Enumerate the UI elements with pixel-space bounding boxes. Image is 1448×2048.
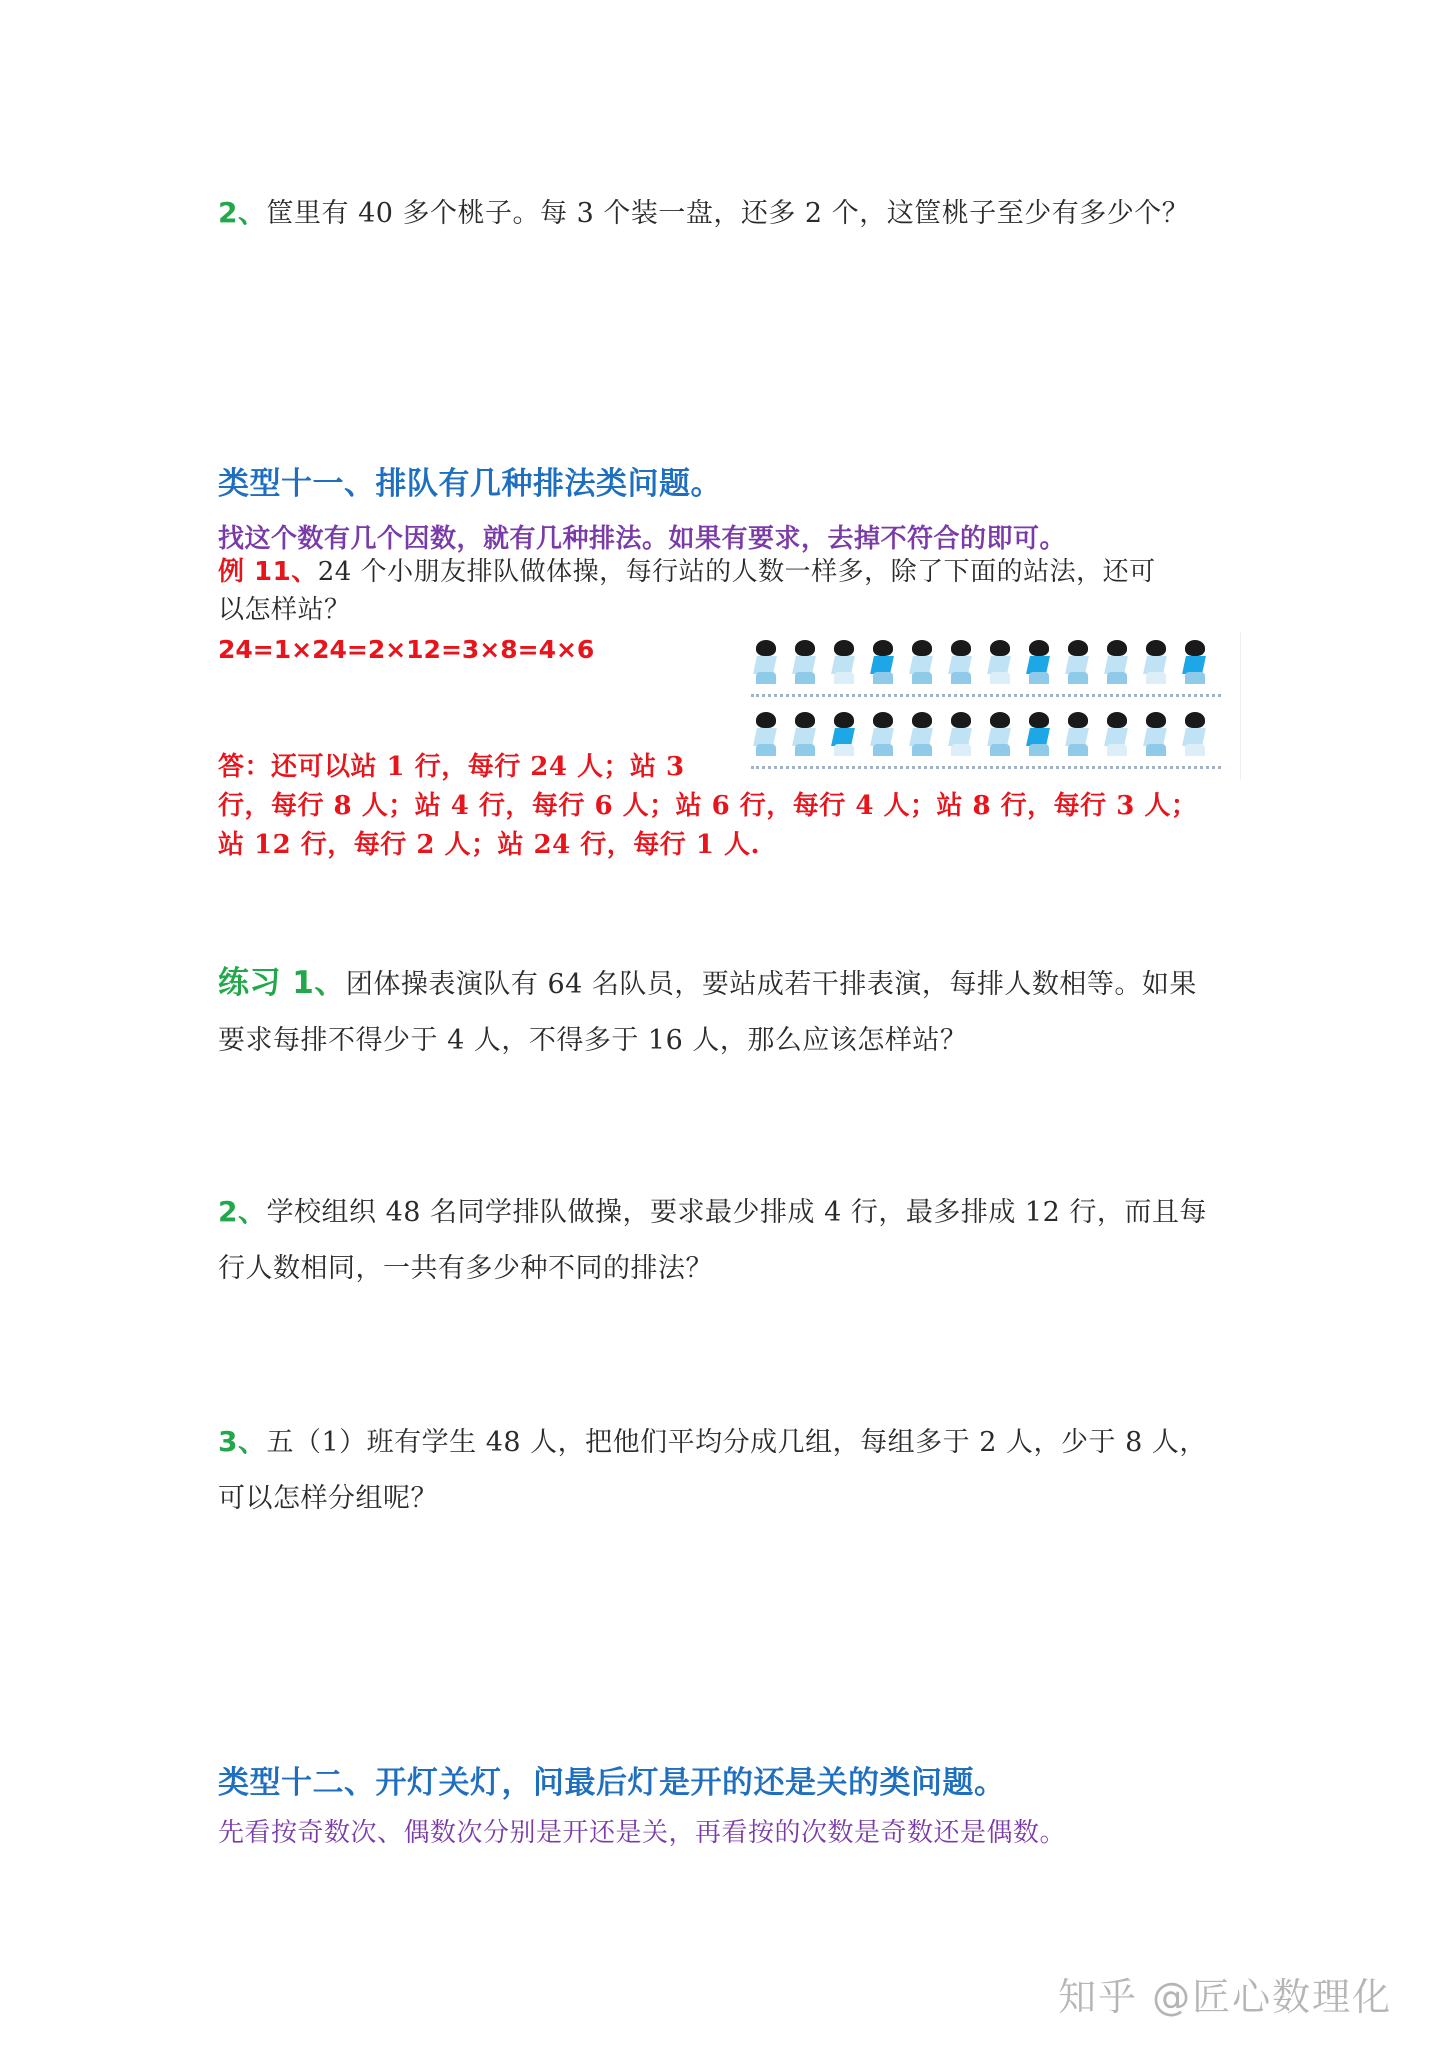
practice-2 (218, 1184, 1207, 1297)
practice-label: 2、 (218, 1195, 267, 1228)
practice-3 (218, 1414, 1207, 1527)
example-text-line1: 24 个小朋友排队做体操，每行站的人数一样多，除了下面的站法，还可 (317, 557, 1156, 587)
practice-line1: 五（1）班有学生 48 人，把他们平均分成几组，每组多于 2 人，少于 8 人， (266, 1427, 1207, 1458)
example-text-line2: 以怎样站？ (218, 595, 351, 625)
practice-line2: 要求每排不得少于 4 人，不得多于 16 人，那么应该怎样站？ (218, 1025, 968, 1056)
answer-line1: 答：还可以站 1 行，每行 24 人；站 3 (218, 752, 685, 782)
practice-line2: 可以怎样分组呢？ (218, 1483, 438, 1514)
practice-line1: 团体操表演队有 64 名队员，要站成若干排表演，每排人数相等。如果 (345, 969, 1197, 1000)
example-11 (218, 553, 1156, 629)
section-12-heading: 类型十二、开灯关灯，问最后灯是开的还是关的类问题。 (218, 1765, 1006, 1801)
problem-text: 筐里有 40 多个桃子。每 3 个装一盘，还多 2 个，这筐桃子至少有多少个？ (266, 198, 1190, 229)
factor-equation: 24=1×24=2×12=3×8=4×6 (218, 635, 595, 664)
practice-line1: 学校组织 48 名同学排队做操，要求最少排成 4 行，最多排成 12 行，而且每 (266, 1197, 1207, 1228)
section-11-tip: 找这个数有几个因数，就有几种排法。如果有要求，去掉不符合的即可。 (218, 524, 1067, 554)
practice-label: 3、 (218, 1425, 267, 1458)
answer-line2: 行，每行 8 人；站 4 行，每行 6 人；站 6 行，每行 4 人；站 8 行，每行 3 人； (218, 791, 1198, 821)
section-12-tip: 先看按奇数次、偶数次分别是开还是关，再看按的次数是奇数还是偶数。 (218, 1818, 1067, 1848)
problem-peaches (218, 185, 1189, 242)
section-11-heading: 类型十一、排队有几种排法类问题。 (218, 466, 722, 502)
zhihu-watermark: 知乎 @匠心数理化 (1058, 1975, 1393, 2019)
practice-label: 练习 1、 (218, 965, 346, 1001)
problem-number: 2、 (218, 196, 267, 229)
example-answer (218, 748, 1197, 865)
example-label: 例 11、 (218, 557, 318, 587)
answer-line3: 站 12 行，每行 2 人；站 24 行，每行 1 人. (218, 830, 761, 860)
practice-line2: 行人数相同，一共有多少种不同的排法？ (218, 1253, 713, 1284)
practice-1 (218, 955, 1197, 1069)
